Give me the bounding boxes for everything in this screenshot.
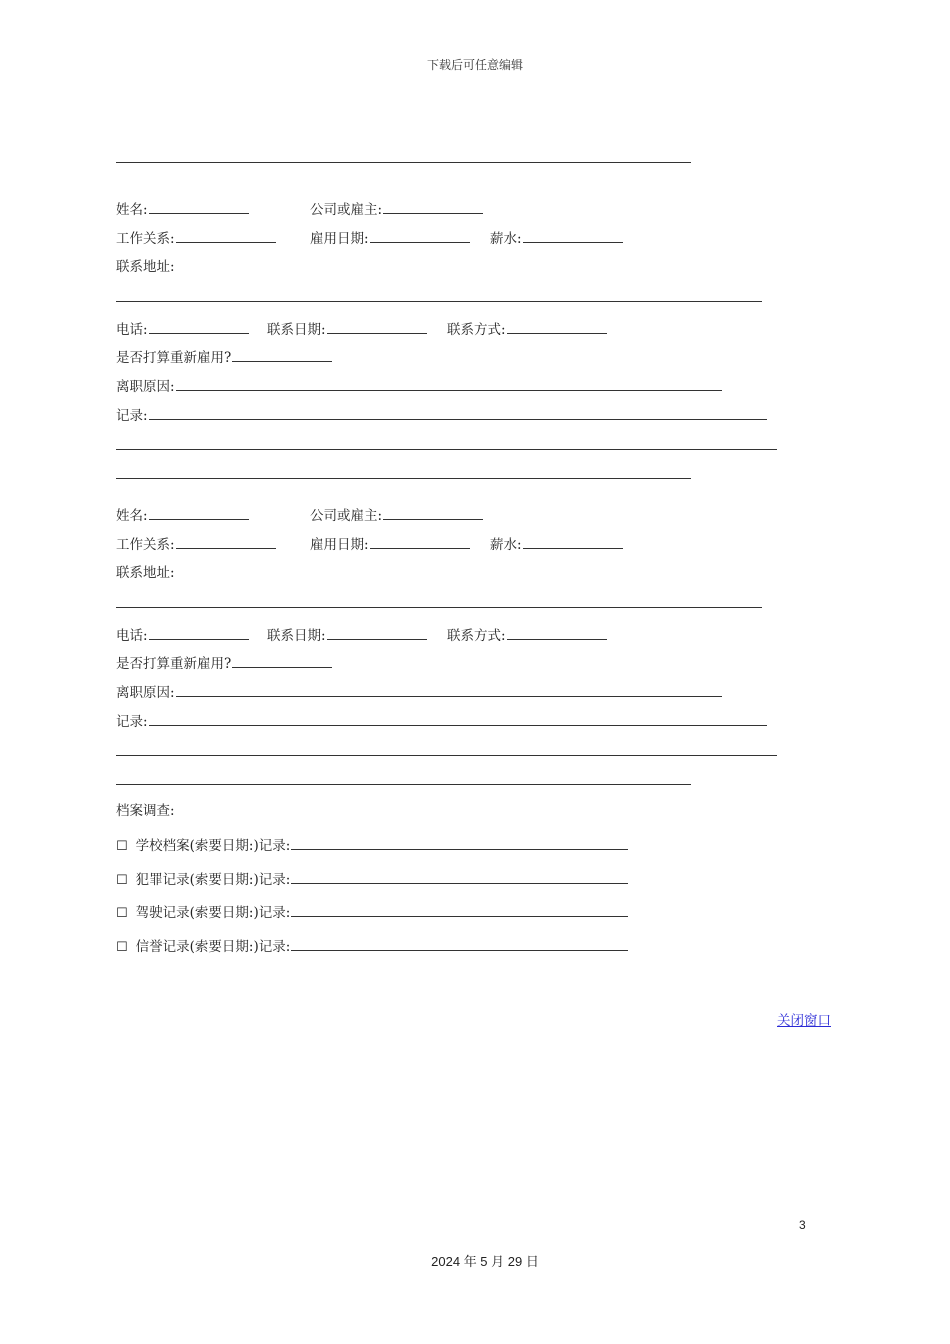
salary-row: [490, 229, 623, 248]
contact-date-field[interactable]: [327, 320, 427, 334]
name-field[interactable]: [149, 506, 249, 520]
archive-title: 档案调查:: [116, 803, 175, 819]
address-label: 联系地址:: [116, 565, 175, 581]
rehire-field[interactable]: [232, 654, 332, 668]
leave-reason-field[interactable]: [176, 683, 722, 697]
company-row: [310, 506, 483, 525]
hire-date-label: 雇用日期:: [310, 231, 369, 247]
archive-record-field[interactable]: [291, 903, 628, 917]
record-field-continued[interactable]: [116, 449, 777, 450]
phone-row: [116, 626, 249, 645]
phone-field[interactable]: [149, 320, 249, 334]
company-field[interactable]: [383, 506, 483, 520]
footer-date: 2024 年 5 月 29 日: [431, 1254, 539, 1269]
page-number: 3: [799, 1218, 806, 1232]
record-label: 记录:: [116, 714, 148, 730]
archive-item: [116, 937, 628, 957]
leave-reason-label: 离职原因:: [116, 379, 175, 395]
phone-field[interactable]: [149, 626, 249, 640]
contact-method-field[interactable]: [507, 626, 607, 640]
relation-label: 工作关系:: [116, 231, 175, 247]
contact-method-label: 联系方式:: [447, 628, 506, 644]
checkbox[interactable]: ☐: [116, 873, 128, 888]
record-field[interactable]: [149, 406, 767, 420]
record-field-continued[interactable]: [116, 755, 777, 756]
contact-method-label: 联系方式:: [447, 322, 506, 338]
leave-reason-row: [116, 683, 722, 702]
name-label: 姓名:: [116, 202, 148, 218]
name-label: 姓名:: [116, 508, 148, 524]
separator-line: [116, 784, 691, 785]
contact-date-label: 联系日期:: [267, 322, 326, 338]
rehire-field[interactable]: [232, 348, 332, 362]
leave-reason-field[interactable]: [176, 377, 722, 391]
leave-reason-row: [116, 377, 722, 396]
company-row: [310, 200, 483, 219]
salary-label: 薪水:: [490, 231, 522, 247]
record-field[interactable]: [149, 712, 767, 726]
phone-row: [116, 320, 249, 339]
relation-field[interactable]: [176, 229, 276, 243]
rehire-label: 是否打算重新雇用?: [116, 656, 232, 672]
separator-line: [116, 162, 691, 163]
archive-record-field[interactable]: [291, 836, 628, 850]
close-window-link[interactable]: 关闭窗口: [777, 1013, 831, 1029]
company-field[interactable]: [383, 200, 483, 214]
archive-item: [116, 870, 628, 890]
contact-method-field[interactable]: [507, 320, 607, 334]
company-label: 公司或雇主:: [310, 508, 383, 524]
contact-date-label: 联系日期:: [267, 628, 326, 644]
contact-method-row: [447, 626, 607, 645]
relation-field[interactable]: [176, 535, 276, 549]
record-label: 记录:: [116, 408, 148, 424]
hire-date-row: [310, 535, 470, 554]
company-label: 公司或雇主:: [310, 202, 383, 218]
archive-record-field[interactable]: [291, 870, 628, 884]
record-row: [116, 712, 767, 731]
record-row: [116, 406, 767, 425]
checkbox[interactable]: ☐: [116, 906, 128, 921]
contact-date-field[interactable]: [327, 626, 427, 640]
relation-row: [116, 535, 276, 554]
address-field[interactable]: [116, 607, 762, 608]
relation-label: 工作关系:: [116, 537, 175, 553]
archive-item-label: 驾驶记录(索要日期:)记录:: [135, 905, 291, 921]
hire-date-row: [310, 229, 470, 248]
archive-item-label: 犯罪记录(索要日期:)记录:: [135, 872, 291, 888]
archive-record-field[interactable]: [291, 937, 628, 951]
address-field[interactable]: [116, 301, 762, 302]
address-label: 联系地址:: [116, 259, 175, 275]
separator-line: [116, 478, 691, 479]
contact-date-row: [267, 626, 427, 645]
name-row: [116, 200, 249, 219]
leave-reason-label: 离职原因:: [116, 685, 175, 701]
relation-row: [116, 229, 276, 248]
phone-label: 电话:: [116, 628, 148, 644]
hire-date-label: 雇用日期:: [310, 537, 369, 553]
checkbox[interactable]: ☐: [116, 839, 128, 854]
name-row: [116, 506, 249, 525]
archive-item-label: 信誉记录(索要日期:)记录:: [135, 939, 291, 955]
rehire-row: [116, 654, 332, 673]
salary-field[interactable]: [523, 229, 623, 243]
rehire-label: 是否打算重新雇用?: [116, 350, 232, 366]
phone-label: 电话:: [116, 322, 148, 338]
checkbox[interactable]: ☐: [116, 940, 128, 955]
archive-item: [116, 836, 628, 856]
rehire-row: [116, 348, 332, 367]
archive-item: [116, 903, 628, 923]
hire-date-field[interactable]: [370, 229, 470, 243]
salary-field[interactable]: [523, 535, 623, 549]
archive-item-label: 学校档案(索要日期:)记录:: [135, 838, 291, 854]
salary-label: 薪水:: [490, 537, 522, 553]
hire-date-field[interactable]: [370, 535, 470, 549]
salary-row: [490, 535, 623, 554]
page-header: 下载后可任意编辑: [426, 58, 523, 72]
contact-date-row: [267, 320, 427, 339]
name-field[interactable]: [149, 200, 249, 214]
contact-method-row: [447, 320, 607, 339]
